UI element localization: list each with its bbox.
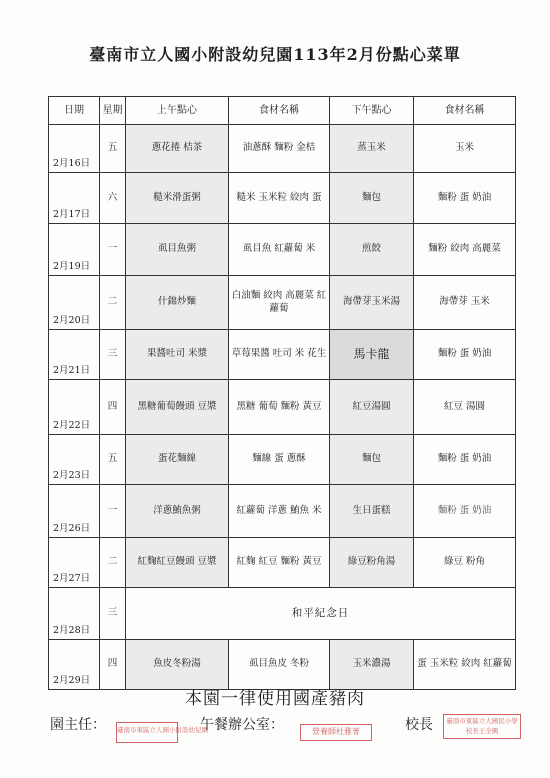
pm-ingredients-cell: 海帶芽 玉米 [414,276,516,330]
pm-snack-cell: 紅豆湯圓 [330,380,414,435]
am-snack-cell: 果醬吐司 米漿 [126,330,229,380]
am-snack-cell: 黑糖葡萄饅頭 豆漿 [126,380,229,435]
date-cell: 2月23日 [49,435,100,485]
weekday-cell: 四 [100,380,126,435]
weekday-cell: 一 [100,224,126,276]
am-snack-cell: 什錦炒麵 [126,276,229,330]
lunch-office-label: 午餐辦公室： [200,717,284,733]
am-ingredients-cell: 黑糖 葡萄 麵粉 黃豆 [229,380,330,435]
date-cell: 2月26日 [49,485,100,538]
weekday-cell: 二 [100,538,126,588]
pm-ingredients-cell: 麵粉 絞肉 高麗菜 [414,224,516,276]
pm-snack-cell: 綠豆粉角湯 [330,538,414,588]
header-pm-snack: 下午點心 [330,97,414,125]
weekday-cell: 六 [100,173,126,224]
date-cell: 2月21日 [49,330,100,380]
pm-snack-cell: 生日蛋糕 [330,485,414,538]
table-row [49,380,516,435]
pork-notice: 本園一律使用國產豬肉 [185,689,365,709]
table-row [49,435,516,485]
am-ingredients-cell: 虱目魚皮 冬粉 [229,640,330,690]
table-header-row [49,97,516,125]
weekday-cell: 五 [100,125,126,173]
am-ingredients-cell: 草莓果醬 吐司 米 花生 [229,330,330,380]
table-row [49,125,516,173]
pm-snack-cell: 麵包 [330,173,414,224]
date-cell: 2月27日 [49,538,100,588]
header-pm-ingredients: 食材名稱 [414,97,516,125]
header-date: 日期 [49,97,100,125]
table-row [49,224,516,276]
weekday-cell: 四 [100,640,126,690]
header-am-snack: 上午點心 [126,97,229,125]
pm-ingredients-cell: 麵粉 蛋 奶油 [414,485,516,538]
pm-ingredients-cell: 麵粉 蛋 奶油 [414,330,516,380]
date-cell: 2月20日 [49,276,100,330]
pm-snack-cell: 蒸玉米 [330,125,414,173]
weekday-cell: 五 [100,435,126,485]
pm-ingredients-cell: 玉米 [414,125,516,173]
am-ingredients-cell: 油蔥酥 麵粉 金桔 [229,125,330,173]
date-cell: 2月22日 [49,380,100,435]
table-row [49,485,516,538]
pm-snack-cell: 煎餃 [330,224,414,276]
am-snack-cell: 蛋花麵線 [126,435,229,485]
weekday-cell: 二 [100,276,126,330]
am-snack-cell: 魚皮冬粉湯 [126,640,229,690]
holiday-cell: 和平紀念日 [126,588,516,640]
date-cell: 2月28日 [49,588,100,640]
am-snack-cell: 蔥花捲 桔茶 [126,125,229,173]
snack-menu-table [48,96,516,690]
nutritionist-stamp: 營養師杜雅菁 [300,724,372,741]
table-row [49,173,516,224]
pm-snack-cell: 海帶芽玉米湯 [330,276,414,330]
pm-snack-cell: 玉米濃湯 [330,640,414,690]
principal-label: 校長 [405,717,433,733]
table-row [49,640,516,690]
date-cell: 2月17日 [49,173,100,224]
weekday-cell: 三 [100,330,126,380]
am-snack-cell: 紅麴紅豆饅頭 豆漿 [126,538,229,588]
am-ingredients-cell: 紅麴 紅豆 麵粉 黃豆 [229,538,330,588]
date-cell: 2月16日 [49,125,100,173]
pm-snack-cell: 馬卡龍 [330,330,414,380]
am-snack-cell: 洋蔥鮪魚粥 [126,485,229,538]
table-row [49,538,516,588]
date-cell: 2月19日 [49,224,100,276]
signature-row [0,714,550,744]
weekday-cell: 一 [100,485,126,538]
am-ingredients-cell: 糙米 玉米粒 絞肉 蛋 [229,173,330,224]
table-row [49,276,516,330]
director-stamp: 臺南市東區立人國小附設幼兒園 [116,722,178,743]
date-cell: 2月29日 [49,640,100,690]
table-row [49,588,516,640]
pm-ingredients-cell: 蛋 玉米粒 絞肉 紅蘿蔔 [414,640,516,690]
am-ingredients-cell: 虱目魚 紅蘿蔔 米 [229,224,330,276]
am-ingredients-cell: 白油麵 絞肉 高麗菜 紅蘿蔔 [229,276,330,330]
pm-ingredients-cell: 綠豆 粉角 [414,538,516,588]
am-ingredients-cell: 麵線 蛋 蔥酥 [229,435,330,485]
pm-ingredients-cell: 麵粉 蛋 奶油 [414,435,516,485]
director-label: 園主任： [50,717,106,733]
pm-snack-cell: 麵包 [330,435,414,485]
page-title: 臺南市立人國小附設幼兒園113年2月份點心菜單 [89,45,461,64]
principal-stamp: 臺南市東區立人國民小學校長王全興 [443,714,521,739]
weekday-cell: 三 [100,588,126,640]
table-row [49,330,516,380]
am-ingredients-cell: 紅蘿蔔 洋蔥 鮪魚 米 [229,485,330,538]
header-am-ingredients: 食材名稱 [229,97,330,125]
pm-ingredients-cell: 紅豆 湯圓 [414,380,516,435]
am-snack-cell: 糙米滑蛋粥 [126,173,229,224]
header-weekday: 星期 [100,97,126,125]
pm-ingredients-cell: 麵粉 蛋 奶油 [414,173,516,224]
am-snack-cell: 虱目魚粥 [126,224,229,276]
